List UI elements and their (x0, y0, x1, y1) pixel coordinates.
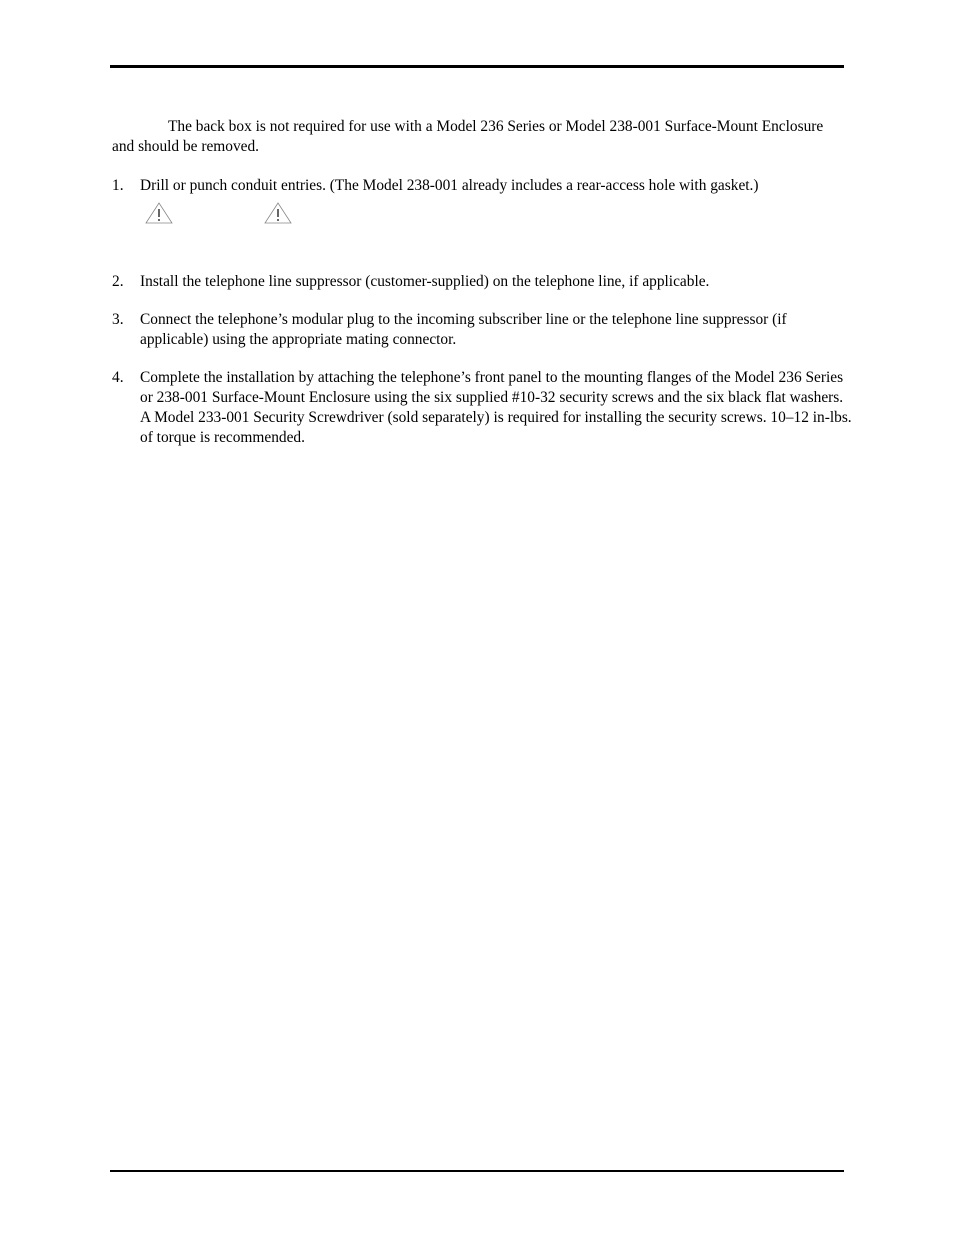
footer-rule (110, 1170, 844, 1172)
step-number: 2. (112, 273, 124, 290)
intro-text: The back box is not required for use with a Model 236 Series or Model 238-001 Surface-Mount Enclosure and should be removed. (112, 118, 824, 155)
header-rule (110, 65, 844, 68)
step-item-1 (112, 176, 852, 196)
warning-triangle-icon (145, 202, 173, 224)
step-text: Install the telephone line suppressor (customer-supplied) on the telephone line, if applicable. (140, 273, 710, 290)
step-item-4 (112, 368, 852, 448)
intro-paragraph (112, 117, 847, 157)
step-item-2 (112, 272, 852, 292)
step-number: 1. (112, 177, 124, 194)
step-number: 4. (112, 369, 124, 386)
warning-triangle-icon (264, 202, 292, 224)
step-text: Complete the installation by attaching the telephone’s front panel to the mounting flanges of the Model 236 Series or 238-001 Surface-Mount Enclosure using the six supplied #10-32 security screws and the six black flat washers. A Model 233-001 Security Screwdriver (sold separately) is required for installing the security screws. 10–12 in-lbs. of torque is recommended. (140, 369, 852, 446)
step-text: Connect the telephone’s modular plug to the incoming subscriber line or the telephone line suppressor (if applicable) using the appropriate mating connector. (140, 311, 787, 348)
step-number: 3. (112, 311, 124, 328)
step-text: Drill or punch conduit entries. (The Model 238-001 already includes a rear-access hole with gasket.) (140, 177, 759, 194)
step-item-3 (112, 310, 852, 350)
